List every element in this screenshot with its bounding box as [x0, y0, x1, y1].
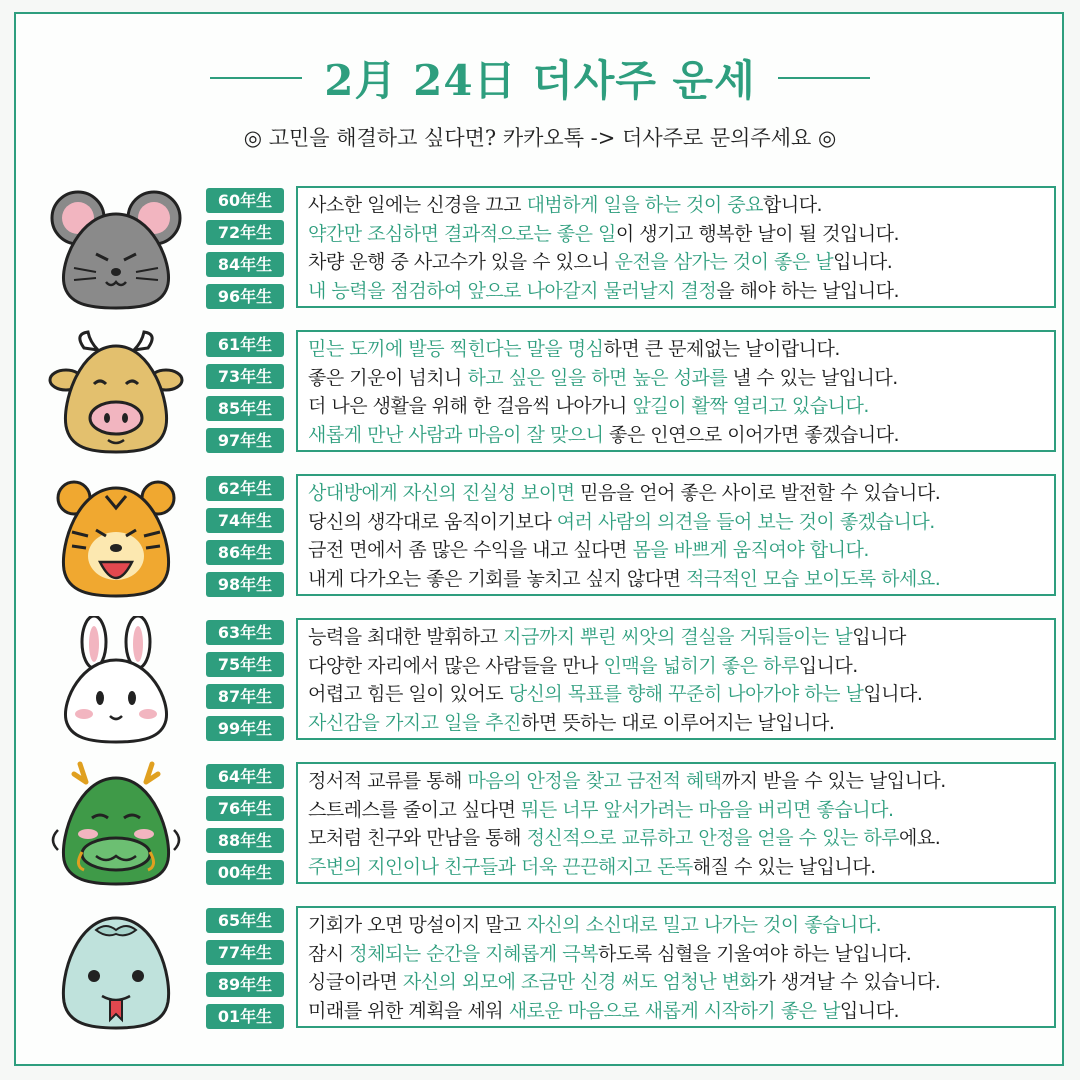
fortune-text: 입니다. — [863, 683, 923, 705]
fortune-highlight-text: 정신적으로 교류하고 안정을 얻을 수 있는 하루 — [526, 827, 900, 849]
header — [0, 48, 1080, 108]
fortune-highlight-text: 주변의 지인이나 친구들과 더욱 끈끈해지고 돈독 — [308, 855, 693, 878]
fortune-line — [308, 392, 1044, 421]
fortune-highlight-text: 내 능력을 점검하여 앞으로 나아갈지 물러날지 결정 — [308, 279, 717, 302]
fortune-text: 기회가 오면 망설이지 말고 — [308, 914, 527, 936]
fortune-text-box — [296, 474, 1056, 596]
fortune-highlight-text: 몸을 바쁘게 움직여야 합니다. — [632, 539, 869, 561]
fortune-highlight-text: 자신감을 가지고 일을 추진 — [308, 711, 522, 734]
birth-year-badge: 87年生 — [206, 684, 284, 709]
birth-year-badge: 65年生 — [206, 908, 284, 933]
title-divider-right — [778, 77, 870, 79]
fortune-line — [308, 335, 1044, 364]
title-divider-left — [210, 77, 302, 79]
birth-year-badge: 97年生 — [206, 428, 284, 453]
fortune-highlight-text: 자신의 외모에 조금만 신경 써도 엄청난 변화 — [402, 971, 758, 993]
fortune-text: 가 생겨날 수 있습니다. — [757, 971, 941, 993]
fortune-text: 잠시 — [308, 942, 350, 965]
fortune-line — [308, 191, 1044, 220]
fortune-text: 이 생기고 행복한 날이 될 것입니다. — [615, 222, 900, 245]
rabbit-icon — [44, 616, 188, 744]
fortune-group — [0, 758, 1080, 888]
birth-year-badge: 61年生 — [206, 332, 284, 357]
birth-year-badge: 77年生 — [206, 940, 284, 965]
tiger-icon — [44, 472, 188, 600]
fortune-line — [308, 824, 1044, 853]
birth-year-badge: 98年生 — [206, 572, 284, 597]
fortune-text: 입니다. — [839, 999, 900, 1022]
fortune-text: 더 나은 생활을 위해 한 걸음씩 나아가니 — [308, 395, 633, 417]
fortune-line — [308, 940, 1044, 969]
fortune-line — [308, 997, 1044, 1026]
fortune-highlight-text: 자신의 소신대로 밀고 나가는 것이 좋습니다. — [526, 914, 882, 936]
fortune-group — [0, 902, 1080, 1032]
fortune-highlight-text: 지금까지 뿌린 씨앗의 결실을 거둬들이는 날 — [503, 626, 853, 648]
birth-year-list — [206, 188, 284, 316]
fortune-group — [0, 182, 1080, 312]
birth-year-badge: 85年生 — [206, 396, 284, 421]
fortune-line — [308, 277, 1044, 306]
fortune-text: 정서적 교류를 통해 — [308, 770, 468, 792]
fortune-text-box — [296, 186, 1056, 308]
fortune-text: 하면 뜻하는 대로 이루어지는 날입니다. — [521, 711, 835, 734]
fortune-text-box — [296, 906, 1056, 1028]
fortune-highlight-text: 뭐든 너무 앞서가려는 마음을 버리면 좋습니다. — [521, 798, 894, 821]
birth-year-badge: 00年生 — [206, 860, 284, 885]
fortune-highlight-text: 믿는 도끼에 발등 찍힌다는 말을 명심 — [308, 338, 604, 360]
fortune-text: 모처럼 친구와 만남을 통해 — [308, 827, 527, 849]
fortune-text: 사소한 일에는 신경을 끄고 — [308, 194, 527, 216]
birth-year-badge: 60年生 — [206, 188, 284, 213]
fortune-text: 좋은 기운이 넘치니 — [308, 366, 468, 389]
fortune-highlight-text: 인맥을 넓히기 좋은 하루 — [603, 654, 799, 677]
fortune-line — [308, 767, 1044, 796]
fortune-highlight-text: 당신의 목표를 향해 꾸준히 나아가야 하는 날 — [508, 683, 864, 705]
fortune-line — [308, 220, 1044, 249]
rat-icon — [44, 184, 188, 312]
birth-year-list — [206, 620, 284, 748]
fortune-text: 을 해야 하는 날입니다. — [716, 279, 900, 302]
birth-year-list — [206, 908, 284, 1036]
fortune-text: 입니다 — [852, 626, 906, 648]
fortune-highlight-text: 새롭게 만난 사람과 마음이 잘 맞으니 — [308, 423, 604, 446]
fortune-group — [0, 614, 1080, 744]
fortune-line — [308, 364, 1044, 393]
fortune-text: 낼 수 있는 날입니다. — [727, 366, 898, 389]
birth-year-badge: 76年生 — [206, 796, 284, 821]
birth-year-badge: 01年生 — [206, 1004, 284, 1029]
fortune-text: 믿음을 얻어 좋은 사이로 발전할 수 있습니다. — [574, 482, 941, 504]
fortune-line — [308, 853, 1044, 882]
ox-icon — [44, 328, 188, 456]
fortune-text: 능력을 최대한 발휘하고 — [308, 626, 504, 648]
fortune-text: 내게 다가오는 좋은 기회를 놓치고 싶지 않다면 — [308, 567, 687, 590]
birth-year-badge: 62年生 — [206, 476, 284, 501]
fortune-group — [0, 470, 1080, 600]
fortune-text: 싱글이라면 — [308, 971, 403, 993]
fortune-text: 까지 받을 수 있는 날입니다. — [721, 770, 946, 792]
fortune-highlight-text: 상대방에게 자신의 진실성 보이면 — [308, 482, 575, 504]
fortune-text: 하면 큰 문제없는 날이랍니다. — [603, 338, 840, 360]
fortune-line — [308, 911, 1044, 940]
fortune-highlight-text: 앞길이 활짝 열리고 있습니다. — [632, 395, 869, 417]
fortune-text: 미래를 위한 계획을 세워 — [308, 999, 509, 1022]
birth-year-badge: 84年生 — [206, 252, 284, 277]
birth-year-badge: 86年生 — [206, 540, 284, 565]
fortune-line — [308, 479, 1044, 508]
fortune-text: 하도록 심혈을 기울여야 하는 날입니다. — [597, 942, 912, 965]
fortune-text: 입니다. — [798, 654, 858, 677]
snake-icon — [44, 904, 188, 1032]
birth-year-badge: 96年生 — [206, 284, 284, 309]
fortune-group — [0, 326, 1080, 456]
fortune-highlight-text: 마음의 안정을 찾고 금전적 혜택 — [467, 770, 722, 792]
fortune-highlight-text: 새로운 마음으로 새롭게 시작하기 좋은 날 — [508, 999, 840, 1022]
fortune-highlight-text: 정체되는 순간을 지혜롭게 극복 — [349, 942, 598, 965]
birth-year-badge: 73年生 — [206, 364, 284, 389]
birth-year-badge: 99年生 — [206, 716, 284, 741]
fortune-text: 합니다. — [762, 194, 823, 216]
fortune-line — [308, 508, 1044, 537]
fortune-text: 입니다. — [833, 251, 893, 273]
fortune-highlight-text: 약간만 조심하면 결과적으로는 좋은 일 — [308, 222, 616, 245]
birth-year-badge: 89年生 — [206, 972, 284, 997]
fortune-text-box — [296, 618, 1056, 740]
birth-year-list — [206, 332, 284, 460]
fortune-text: 에요. — [899, 827, 941, 849]
fortune-line — [308, 248, 1044, 277]
fortune-line — [308, 536, 1044, 565]
birth-year-badge: 72年生 — [206, 220, 284, 245]
fortune-line — [308, 968, 1044, 997]
page-title: 2月 24日 더사주 운세 — [324, 56, 756, 105]
fortune-text: 스트레스를 줄이고 싶다면 — [308, 798, 522, 821]
fortune-line — [308, 565, 1044, 594]
fortune-highlight-text: 운전을 삼가는 것이 좋은 날 — [614, 251, 834, 273]
fortune-line — [308, 680, 1044, 709]
birth-year-badge: 75年生 — [206, 652, 284, 677]
fortune-line — [308, 796, 1044, 825]
fortune-text: 좋은 인연으로 이어가면 좋겠습니다. — [603, 423, 900, 446]
fortune-text: 어렵고 힘든 일이 있어도 — [308, 683, 509, 705]
birth-year-badge: 63年生 — [206, 620, 284, 645]
birth-year-badge: 88年生 — [206, 828, 284, 853]
fortune-text: 차량 운행 중 사고수가 있을 수 있으니 — [308, 251, 615, 273]
fortune-highlight-text: 하고 싶은 일을 하면 높은 성과를 — [467, 366, 728, 389]
fortune-text: 해질 수 있는 날입니다. — [692, 855, 876, 878]
fortune-line — [308, 421, 1044, 450]
fortune-highlight-text: 적극적인 모습 보이도록 하세요. — [686, 567, 941, 590]
birth-year-badge: 74年生 — [206, 508, 284, 533]
fortune-text: 다양한 자리에서 많은 사람들을 만나 — [308, 654, 604, 677]
dragon-icon — [44, 760, 188, 888]
fortune-highlight-text: 대범하게 일을 하는 것이 중요 — [526, 194, 763, 216]
birth-year-list — [206, 764, 284, 892]
fortune-line — [308, 652, 1044, 681]
fortune-text-box — [296, 330, 1056, 452]
fortune-text: 금전 면에서 좀 많은 수익을 내고 싶다면 — [308, 539, 633, 561]
fortune-highlight-text: 여러 사람의 의견을 들어 보는 것이 좋겠습니다. — [556, 510, 935, 533]
fortune-text-box — [296, 762, 1056, 884]
birth-year-list — [206, 476, 284, 604]
fortune-text: 당신의 생각대로 움직이기보다 — [308, 510, 557, 533]
fortune-line — [308, 623, 1044, 652]
birth-year-badge: 64年生 — [206, 764, 284, 789]
page-subtitle: ◎ 고민을 해결하고 싶다면? 카카오톡 -> 더사주로 문의주세요 ◎ — [243, 126, 837, 150]
fortune-line — [308, 709, 1044, 738]
